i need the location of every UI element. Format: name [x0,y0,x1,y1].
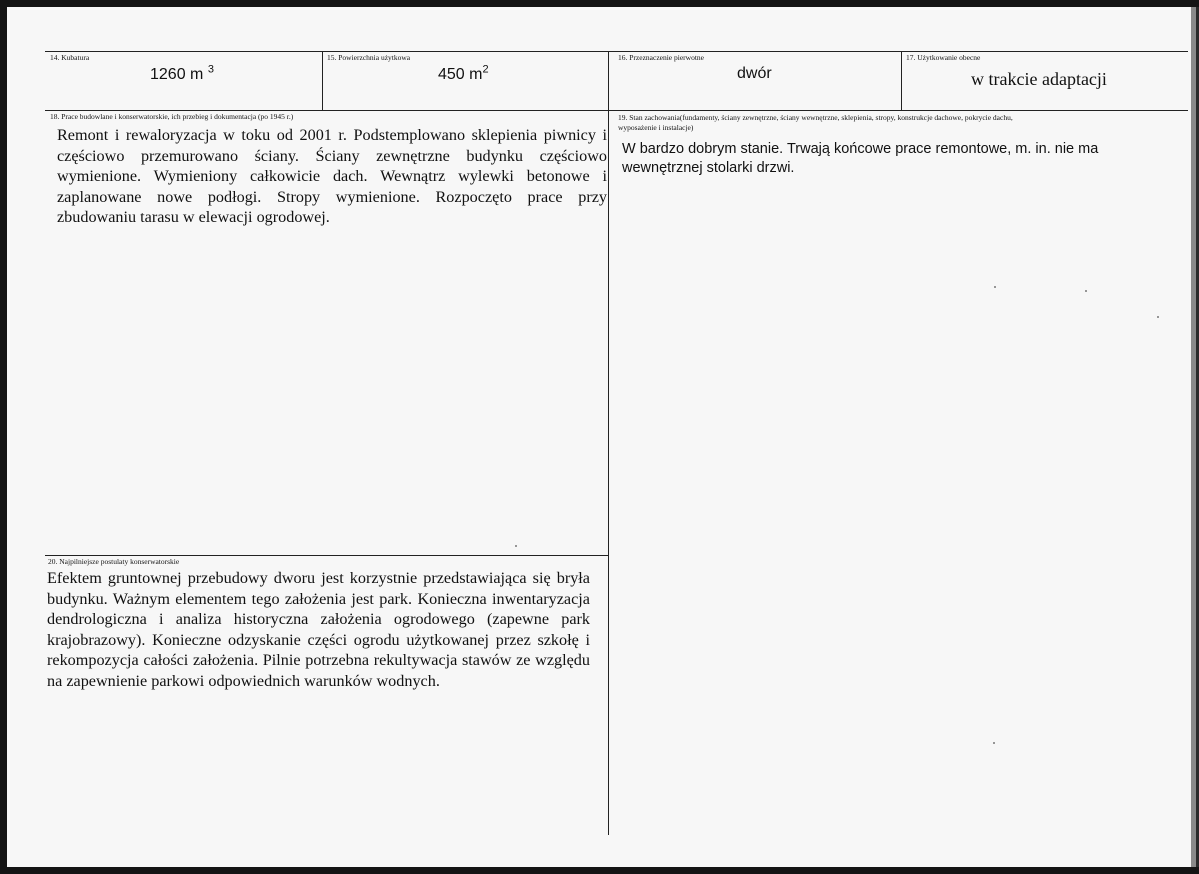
stan-text: W bardzo dobrym stanie. Trwają końcowe prace remontowe, m. in. nie ma wewnętrznej stolarki drzwi. [622,141,1099,176]
postulaty-text: Efektem gruntownej przebudowy dworu jest korzystnie przedstawiająca się bryła budynku. Ważnym elementem tego założenia jest park. Konieczna inwentaryzacja dendrologiczna i analiza historyczna założenia ogrodowego (zapewne park krajobrazowy). Konieczne odzyskanie części ogrodu użytkowanej przez szkołę i rekompozycja całości założenia. Pilnie potrzebna rekultywacja stawów ze względu na zapewnienie parkowi odpowiednich warunków wodnych. [47,569,590,690]
postulaty-label: 20. Najpilniejsze postulaty konserwatorskie [48,557,180,566]
powierzchnia-number: 450 m [438,66,483,83]
uzytkowanie-value: w trakcie adaptacji [971,69,1107,89]
scan-speck [993,742,995,744]
scan-speck [1157,316,1159,318]
uzytkowanie-label: 17. Użytkowanie obecne [906,53,981,62]
scan-speck [994,286,996,288]
col-divider-1 [322,51,323,110]
section-divider [45,555,609,556]
kubatura-number: 1260 m [150,66,204,83]
przeznaczenie-label: 16. Przeznaczenie pierwotne [618,53,704,62]
stan-label-line2: wyposażenie i instalacje) [618,123,694,132]
scan-speck [515,545,517,547]
powierzchnia-value [438,63,489,84]
powierzchnia-exponent: 2 [482,63,489,76]
stan-label-line1: 19. Stan zachowania(fundamenty, ściany zewnętrzne, ściany wewnętrzne, sklepienia, stropy, konstrukcje dachowe, pokrycie dachu, [618,113,1013,122]
kubatura-value [150,63,214,84]
powierzchnia-label: 15. Powierzchnia użytkowa [327,53,411,62]
row-divider [45,110,1188,111]
scan-speck [1085,290,1087,292]
col-divider-3 [901,51,902,110]
kubatura-label: 14. Kubatura [50,53,90,62]
przeznaczenie-value: dwór [737,65,772,82]
kubatura-exponent: 3 [207,63,214,76]
col-divider-2 [608,51,609,835]
top-border [45,51,1188,52]
prace-text: Remont i rewaloryzacja w toku od 2001 r. Podstemplowano sklepienia piwnicy i częściowo przemurowano ściany. Ściany zewnętrzne budynku częściowo wymienione. Wymieniony całkowicie dach. Wewnątrz wylewki betonowe i zaplanowane nowe podłogi. Stropy wymienione. Rozpoczęto prace przy zbudowaniu tarasu w elewacji ogrodowej. [57,126,607,226]
prace-label: 18. Prace budowlane i konserwatorskie, ich przebieg i dokumentacja (po 1945 r.) [50,112,294,121]
